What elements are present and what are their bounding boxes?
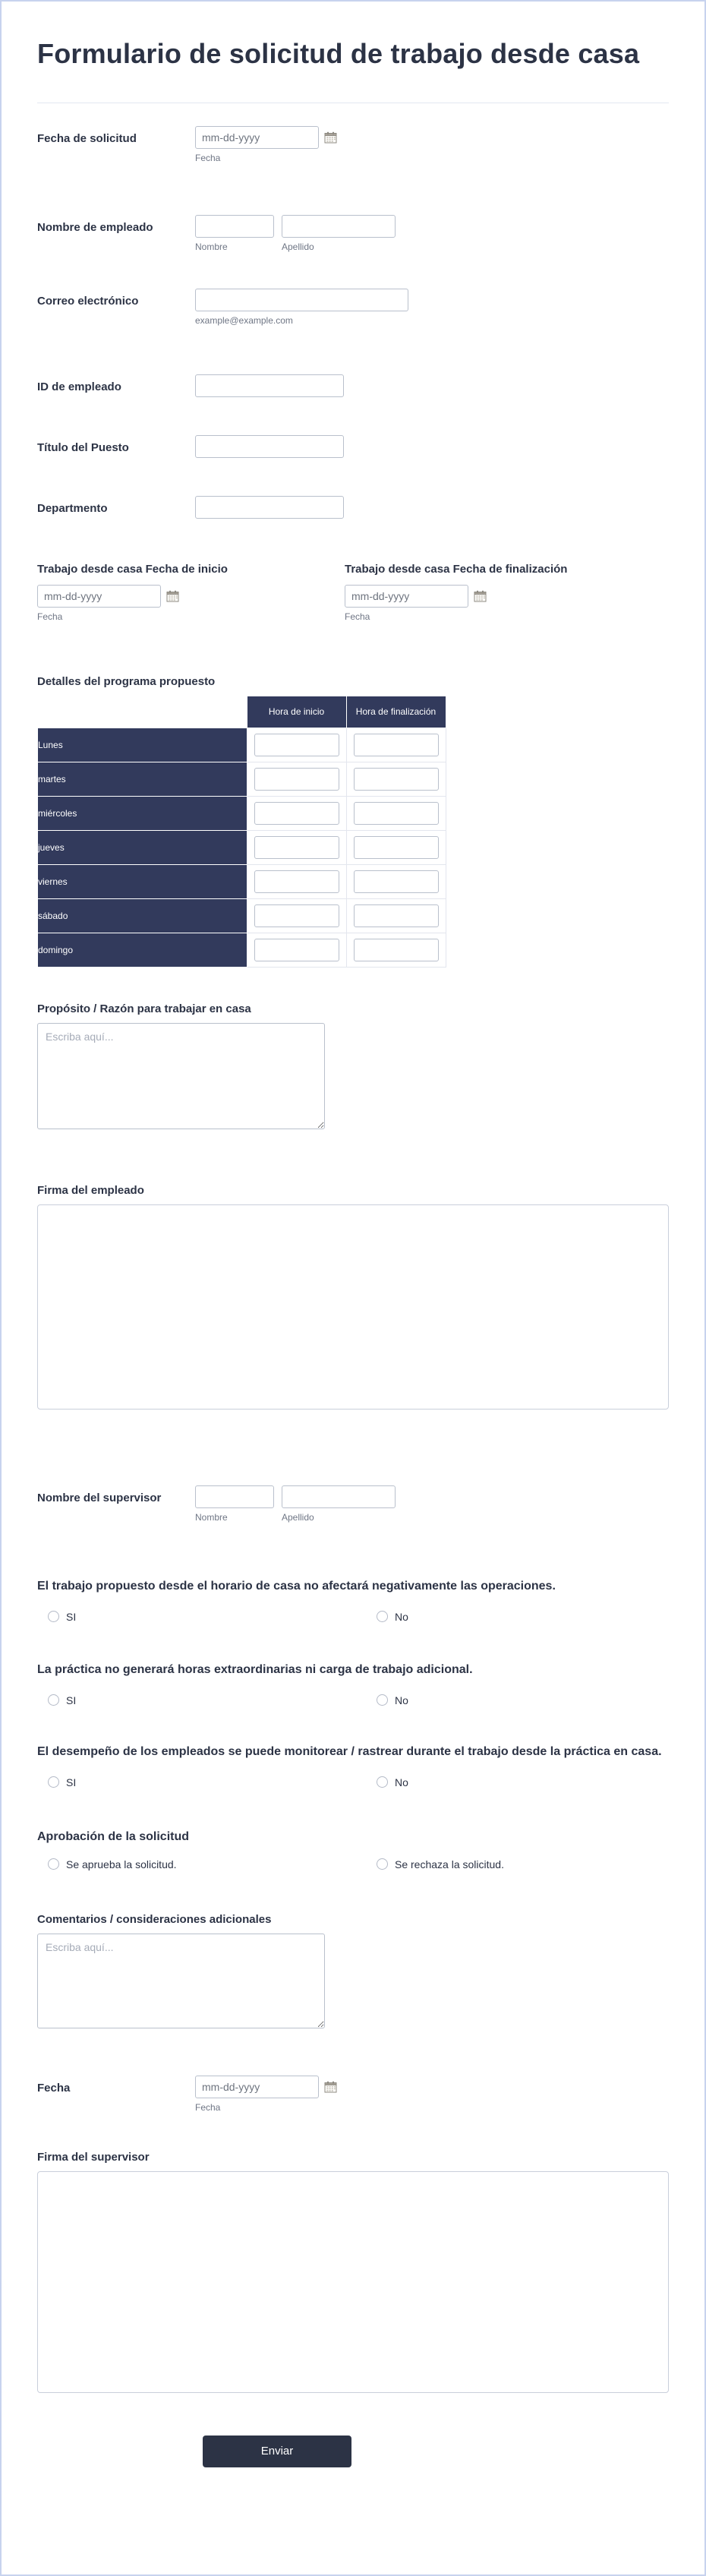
- schedule-col-header-start: Hora de inicio: [247, 696, 346, 728]
- final-date-label: Fecha: [37, 2081, 71, 2095]
- supervisor-name-label: Nombre del supervisor: [37, 1491, 162, 1504]
- purpose-label: Propósito / Razón para trabajar en casa: [37, 1002, 251, 1015]
- employee-id-input[interactable]: [195, 374, 344, 397]
- employee-first-name-input[interactable]: [195, 215, 274, 238]
- field-job-title: [37, 435, 669, 458]
- radio-icon[interactable]: [48, 1694, 59, 1706]
- option-label: SI: [66, 1610, 77, 1623]
- monday-end-time-input[interactable]: [354, 734, 439, 756]
- employee-last-name-input[interactable]: [282, 215, 396, 238]
- tuesday-end-time-input[interactable]: [354, 768, 439, 791]
- department-label: Departmento: [37, 501, 108, 515]
- schedule-row-label-sunday: domingo: [38, 933, 247, 967]
- comments-label: Comentarios / consideraciones adicionales: [37, 1912, 272, 1926]
- schedule-col-header-end: Hora de finalización: [346, 696, 446, 728]
- employee-id-label: ID de empleado: [37, 380, 121, 393]
- supervisor-last-name-input[interactable]: [282, 1485, 396, 1508]
- supervisor-first-name-sublabel: Nombre: [195, 1511, 228, 1523]
- monitoring-no-option[interactable]: [377, 1776, 669, 1788]
- question-overtime: [37, 1661, 669, 1706]
- supervisor-signature-pad[interactable]: [37, 2171, 669, 2393]
- question-monitoring-label: El desempeño de los empleados se puede monitorear / rastrear durante el trabajo desde la práctica en casa.: [37, 1744, 662, 1758]
- supervisor-signature-label: Firma del supervisor: [37, 2150, 150, 2164]
- supervisor-first-name-input[interactable]: [195, 1485, 274, 1508]
- overtime-no-option[interactable]: [377, 1694, 669, 1706]
- field-employee-signature: [37, 1184, 669, 1410]
- operations-no-option[interactable]: [377, 1611, 669, 1623]
- field-employee-id: [37, 374, 669, 397]
- field-comments: [37, 1913, 669, 2028]
- saturday-end-time-input[interactable]: [354, 904, 439, 927]
- wfh-dates-group: [37, 563, 669, 622]
- friday-end-time-input[interactable]: [354, 870, 439, 893]
- table-row: [38, 796, 446, 830]
- field-employee-name: [37, 215, 669, 252]
- wfh-end-date-input[interactable]: [345, 585, 468, 608]
- option-label: No: [395, 1694, 408, 1706]
- schedule-row-label-thursday: jueves: [38, 830, 247, 864]
- monitoring-yes-option[interactable]: [48, 1776, 377, 1788]
- email-input[interactable]: [195, 289, 408, 311]
- table-row: [38, 762, 446, 796]
- request-date-label: Fecha de solicitud: [37, 131, 137, 145]
- radio-icon[interactable]: [377, 1776, 388, 1788]
- department-input[interactable]: [195, 496, 344, 519]
- radio-icon[interactable]: [377, 1611, 388, 1622]
- page-title: Formulario de solicitud de trabajo desde casa: [37, 38, 640, 69]
- wfh-start-sublabel: Fecha: [37, 611, 63, 622]
- question-operations: [37, 1577, 669, 1623]
- overtime-yes-option[interactable]: [48, 1694, 377, 1706]
- schedule-row-label-tuesday: martes: [38, 762, 247, 796]
- wfh-end-sublabel: Fecha: [345, 611, 370, 622]
- table-row: [38, 933, 446, 967]
- question-operations-label: El trabajo propuesto desde el horario de casa no afectará negativamente las operaciones.: [37, 1579, 556, 1593]
- wfh-end-label: Trabajo desde casa Fecha de finalización: [345, 562, 568, 576]
- approval-label: Aprobación de la solicitud: [37, 1829, 190, 1843]
- option-label: Se rechaza la solicitud.: [395, 1858, 504, 1870]
- approval-approve-option[interactable]: [48, 1858, 377, 1870]
- wfh-start-date-input[interactable]: [37, 585, 161, 608]
- radio-icon[interactable]: [377, 1694, 388, 1706]
- field-supervisor-signature: [37, 2151, 669, 2393]
- saturday-start-time-input[interactable]: [254, 904, 339, 927]
- operations-yes-option[interactable]: [48, 1611, 377, 1623]
- request-date-input[interactable]: [195, 126, 319, 149]
- monday-start-time-input[interactable]: [254, 734, 339, 756]
- calendar-icon[interactable]: [166, 590, 179, 602]
- radio-icon[interactable]: [377, 1858, 388, 1870]
- question-monitoring: [37, 1743, 669, 1788]
- option-label: SI: [66, 1694, 77, 1706]
- employee-name-label: Nombre de empleado: [37, 220, 153, 234]
- field-supervisor-name: [37, 1485, 669, 1523]
- schedule-label: Detalles del programa propuesto: [37, 674, 216, 688]
- first-name-sublabel: Nombre: [195, 241, 228, 252]
- field-purpose: [37, 1002, 669, 1129]
- radio-icon[interactable]: [48, 1858, 59, 1870]
- schedule-corner-cell: [38, 696, 247, 728]
- field-final-date: [37, 2076, 669, 2113]
- final-date-input[interactable]: [195, 2076, 319, 2098]
- field-department: [37, 496, 669, 519]
- calendar-icon[interactable]: [324, 2081, 337, 2093]
- option-label: SI: [66, 1776, 77, 1788]
- field-wfh-start: [37, 563, 345, 622]
- request-date-sublabel: Fecha: [195, 152, 221, 163]
- table-row: [38, 898, 446, 933]
- question-overtime-label: La práctica no generará horas extraordinarias ni carga de trabajo adicional.: [37, 1662, 473, 1676]
- schedule-table: [37, 696, 446, 968]
- radio-icon[interactable]: [48, 1611, 59, 1622]
- table-row: [38, 864, 446, 898]
- employee-signature-label: Firma del empleado: [37, 1183, 144, 1197]
- job-title-label: Título del Puesto: [37, 440, 129, 454]
- field-wfh-end: [345, 563, 652, 622]
- thursday-end-time-input[interactable]: [354, 836, 439, 859]
- calendar-icon[interactable]: [324, 131, 337, 144]
- schedule-row-label-wednesday: miércoles: [38, 796, 247, 830]
- schedule-row-label-monday: Lunes: [38, 728, 247, 762]
- supervisor-last-name-sublabel: Apellido: [282, 1511, 314, 1523]
- schedule-row-label-friday: viernes: [38, 864, 247, 898]
- option-label: Se aprueba la solicitud.: [66, 1858, 177, 1870]
- email-sublabel: example@example.com: [195, 314, 293, 326]
- question-approval: [37, 1828, 669, 1870]
- employee-signature-pad[interactable]: [37, 1204, 669, 1410]
- job-title-input[interactable]: [195, 435, 344, 458]
- calendar-icon[interactable]: [474, 590, 487, 602]
- tuesday-start-time-input[interactable]: [254, 768, 339, 791]
- last-name-sublabel: Apellido: [282, 241, 314, 252]
- purpose-textarea[interactable]: [37, 1023, 325, 1129]
- schedule-row-label-saturday: sábado: [38, 898, 247, 933]
- option-label: No: [395, 1610, 408, 1623]
- approval-reject-option[interactable]: [377, 1858, 669, 1870]
- radio-icon[interactable]: [48, 1776, 59, 1788]
- friday-start-time-input[interactable]: [254, 870, 339, 893]
- sunday-end-time-input[interactable]: [354, 939, 439, 961]
- submit-button[interactable]: Enviar: [203, 2436, 351, 2467]
- table-row: [38, 830, 446, 864]
- field-email: [37, 289, 669, 326]
- comments-textarea[interactable]: [37, 1934, 325, 2028]
- option-label: No: [395, 1776, 408, 1788]
- final-date-sublabel: Fecha: [195, 2101, 221, 2113]
- field-request-date: [37, 126, 669, 163]
- thursday-start-time-input[interactable]: [254, 836, 339, 859]
- email-label: Correo electrónico: [37, 294, 139, 308]
- wednesday-start-time-input[interactable]: [254, 802, 339, 825]
- table-row: [38, 728, 446, 762]
- wednesday-end-time-input[interactable]: [354, 802, 439, 825]
- sunday-start-time-input[interactable]: [254, 939, 339, 961]
- wfh-start-label: Trabajo desde casa Fecha de inicio: [37, 562, 228, 576]
